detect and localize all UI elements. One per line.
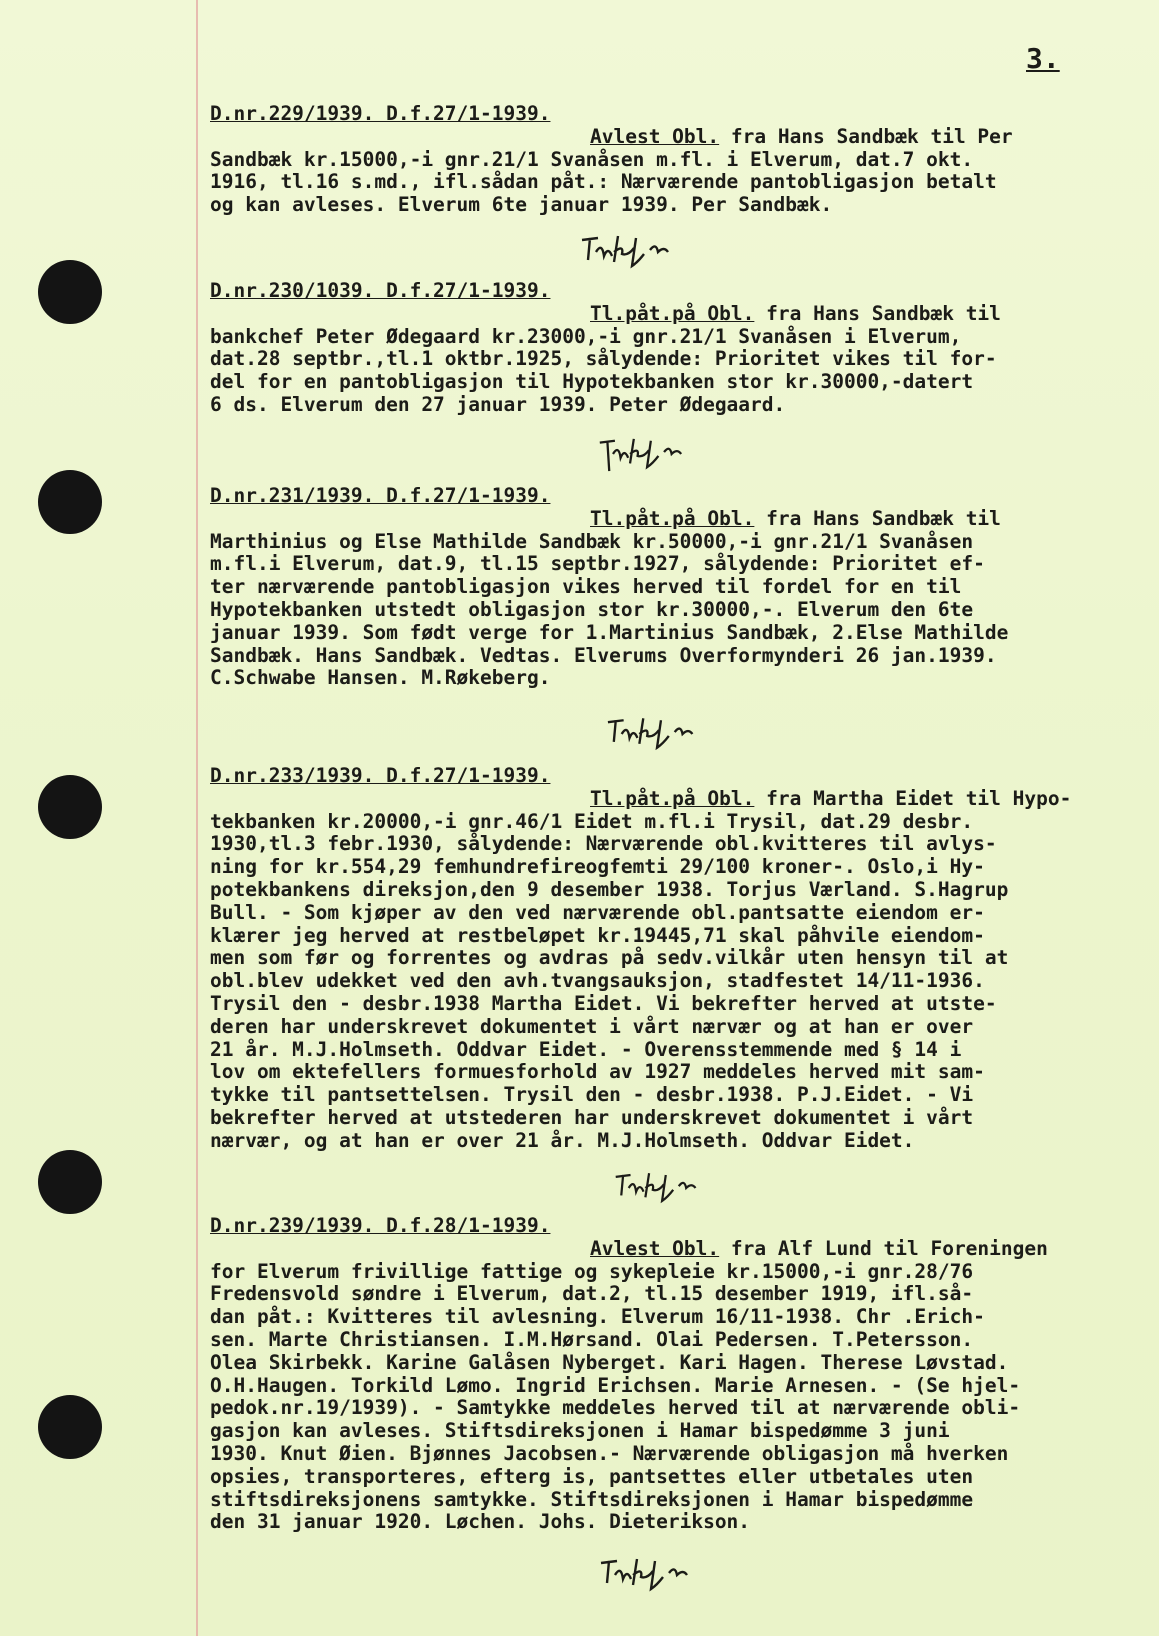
entry-line: 1916, tl.16 s.md., ifl.sådan påt.: Nærværende pantobligasjon betalt: [210, 170, 997, 194]
entry-line: gasjon kan avleses. Stiftsdireksjonen i Hamar bispedømme 3 juni: [210, 1419, 950, 1443]
entry-line: Hypotekbanken utstedt obligasjon stor kr.30000,-. Elverum den 6te: [210, 597, 974, 621]
entry-title-rest: fra Hans Sandbæk til: [754, 301, 1001, 325]
entry-line: Olea Skirbekk. Karine Galåsen Nyberget. Kari Hagen. Therese Løvstad.: [210, 1350, 1009, 1374]
entry-line: 21 år. M.J.Holmseth. Oddvar Eidet. - Overensstemmende med § 14 i: [210, 1037, 962, 1061]
entry-title-rest: fra Hans Sandbæk til: [754, 506, 1001, 530]
entry: [210, 1215, 1150, 1534]
signature-mark: [578, 232, 688, 272]
entry-title: Tl.påt.på Obl.: [590, 301, 755, 325]
entry-title-rest: fra Hans Sandbæk til Per: [719, 124, 1013, 148]
entry-line: dan påt.: Kvitteres til avlesning. Elverum 16/11-1938. Chr .Erich-: [210, 1305, 985, 1329]
entry-title: Avlest Obl.: [590, 124, 720, 148]
entry-title: Tl.påt.på Obl.: [590, 506, 755, 530]
entry-title-line: [210, 303, 1150, 326]
entry-line: stiftsdireksjonens samtykke. Stiftsdireksjonen i Hamar bispedømme: [210, 1487, 974, 1511]
entry-line: Sandbæk. Hans Sandbæk. Vedtas. Elverums Overformynderi 26 jan.1939.: [210, 643, 997, 667]
entry-line: O.H.Haugen. Torkild Lømo. Ingrid Erichsen. Marie Arnesen. - (Se hjel-: [210, 1373, 1021, 1397]
entry-head: D.nr.230/1039. D.f.27/1-1939.: [210, 279, 551, 302]
punch-hole: [38, 260, 102, 324]
signature-mark: [596, 1555, 708, 1595]
page-number: 3.: [1026, 42, 1060, 75]
punch-hole: [38, 1395, 102, 1459]
entry-line: dat.28 septbr.,tl.1 oktbr.1925, sålydende: Prioritet vikes til for-: [210, 347, 997, 371]
entry: [210, 103, 1150, 217]
entry-line: 6 ds. Elverum den 27 januar 1939. Peter Ødegaard.: [210, 392, 786, 416]
entry-line: C.Schwabe Hansen. M.Røkeberg.: [210, 666, 551, 690]
entry-line: tekbanken kr.20000,-i gnr.46/1 Eidet m.fl.i Trysil, dat.29 desbr.: [210, 809, 974, 833]
entry-line: potekbankens direksjon,den 9 desember 1938. Torjus Værland. S.Hagrup: [210, 877, 1009, 901]
entry-line: m.fl.i Elverum, dat.9, tl.15 septbr.1927, sålydende: Prioritet ef-: [210, 552, 985, 576]
entry-head: D.nr.231/1939. D.f.27/1-1939.: [210, 484, 551, 507]
entry-line: den 31 januar 1920. Løchen. Johs. Dieterikson.: [210, 1510, 751, 1534]
entry-line: Bull. - Som kjøper av den ved nærværende obl.pantsatte eiendom er-: [210, 900, 985, 924]
entry-line: deren har underskrevet dokumentet i vårt nærvær og at han er over: [210, 1014, 974, 1038]
entry-line: Trysil den - desbr.1938 Martha Eidet. Vi bekrefter herved at utste-: [210, 991, 997, 1015]
entry-line: bankchef Peter Ødegaard kr.23000,-i gnr.21/1 Svanåsen i Elverum,: [210, 324, 962, 348]
punch-hole: [38, 1150, 102, 1214]
punch-hole: [38, 775, 102, 839]
punch-hole: [38, 470, 102, 534]
entry-head: D.nr.229/1939. D.f.27/1-1939.: [210, 102, 551, 125]
entry-line: 1930,tl.3 febr.1930, sålydende: Nærværende obl.kvitteres til avlys-: [210, 832, 997, 856]
entry-line: klærer jeg herved at restbeløpet kr.19445,71 skal påhvile eiendom-: [210, 923, 985, 947]
entry-line: men som før og forrentes og avdras på sedv.vilkår uten hensyn til at: [210, 946, 1009, 970]
entry-line: Marthinius og Else Mathilde Sandbæk kr.50000,-i gnr.21/1 Svanåsen: [210, 529, 974, 553]
signature-mark: [596, 434, 700, 474]
entry-title-line: [210, 126, 1150, 149]
entry-title-line: [210, 1238, 1150, 1261]
entry-line: nærvær, og at han er over 21 år. M.J.Holmseth. Oddvar Eidet.: [210, 1128, 915, 1152]
entry: [210, 280, 1150, 417]
entry-head: D.nr.233/1939. D.f.27/1-1939.: [210, 764, 551, 787]
entry-title-rest: fra Martha Eidet til Hypo-: [754, 786, 1072, 810]
entry: [210, 765, 1150, 1153]
entry-line: Fredensvold søndre i Elverum, dat.2, tl.15 desember 1919, ifl.så-: [210, 1282, 974, 1306]
signature-mark: [612, 1168, 714, 1208]
entry-line: 1930. Knut Øien. Bjønnes Jacobsen.- Nærværende obligasjon må hverken: [210, 1441, 1009, 1465]
entry-line: ning for kr.554,29 femhundrefireogfemti 29/100 kroner-. Oslo,i Hy-: [210, 855, 985, 879]
entry-title: Avlest Obl.: [590, 1236, 720, 1260]
entry-title: Tl.påt.på Obl.: [590, 786, 755, 810]
entry-title-line: [210, 508, 1150, 531]
entry-title-rest: fra Alf Lund til Foreningen: [719, 1236, 1048, 1260]
entry-title-line: [210, 788, 1150, 811]
entry-line: lov om ektefellers formuesforhold av 1927 meddeles herved mit sam-: [210, 1060, 985, 1084]
entry: [210, 485, 1150, 690]
margin-line: [196, 0, 198, 1636]
entry-line: obl.blev udekket ved den avh.tvangsauksjon, stadfestet 14/11-1936.: [210, 969, 985, 993]
entry-line: sen. Marte Christiansen. I.M.Hørsand. Olai Pedersen. T.Petersson.: [210, 1327, 974, 1351]
entry-line: ter nærværende pantobligasjon vikes herved til fordel for en til: [210, 575, 962, 599]
signature-mark: [604, 714, 712, 754]
entry-line: januar 1939. Som født verge for 1.Martinius Sandbæk, 2.Else Mathilde: [210, 620, 1009, 644]
entry-line: opsies, transporteres, efterg is, pantsettes eller utbetales uten: [210, 1464, 974, 1488]
entry-line: for Elverum frivillige fattige og sykepleie kr.15000,-i gnr.28/76: [210, 1259, 974, 1283]
entry-line: pedok.nr.19/1939). - Samtykke meddeles herved til at nærværende obli-: [210, 1396, 1021, 1420]
entry-head: D.nr.239/1939. D.f.28/1-1939.: [210, 1214, 551, 1237]
entry-line: Sandbæk kr.15000,-i gnr.21/1 Svanåsen m.fl. i Elverum, dat.7 okt.: [210, 147, 974, 171]
entry-line: tykke til pantsettelsen. Trysil den - desbr.1938. P.J.Eidet. - Vi: [210, 1083, 974, 1107]
entry-line: bekrefter herved at utstederen har underskrevet dokumentet i vårt: [210, 1105, 974, 1129]
entry-line: del for en pantobligasjon til Hypotekbanken stor kr.30000,-datert: [210, 370, 974, 394]
entry-line: og kan avleses. Elverum 6te januar 1939. Per Sandbæk.: [210, 193, 833, 217]
